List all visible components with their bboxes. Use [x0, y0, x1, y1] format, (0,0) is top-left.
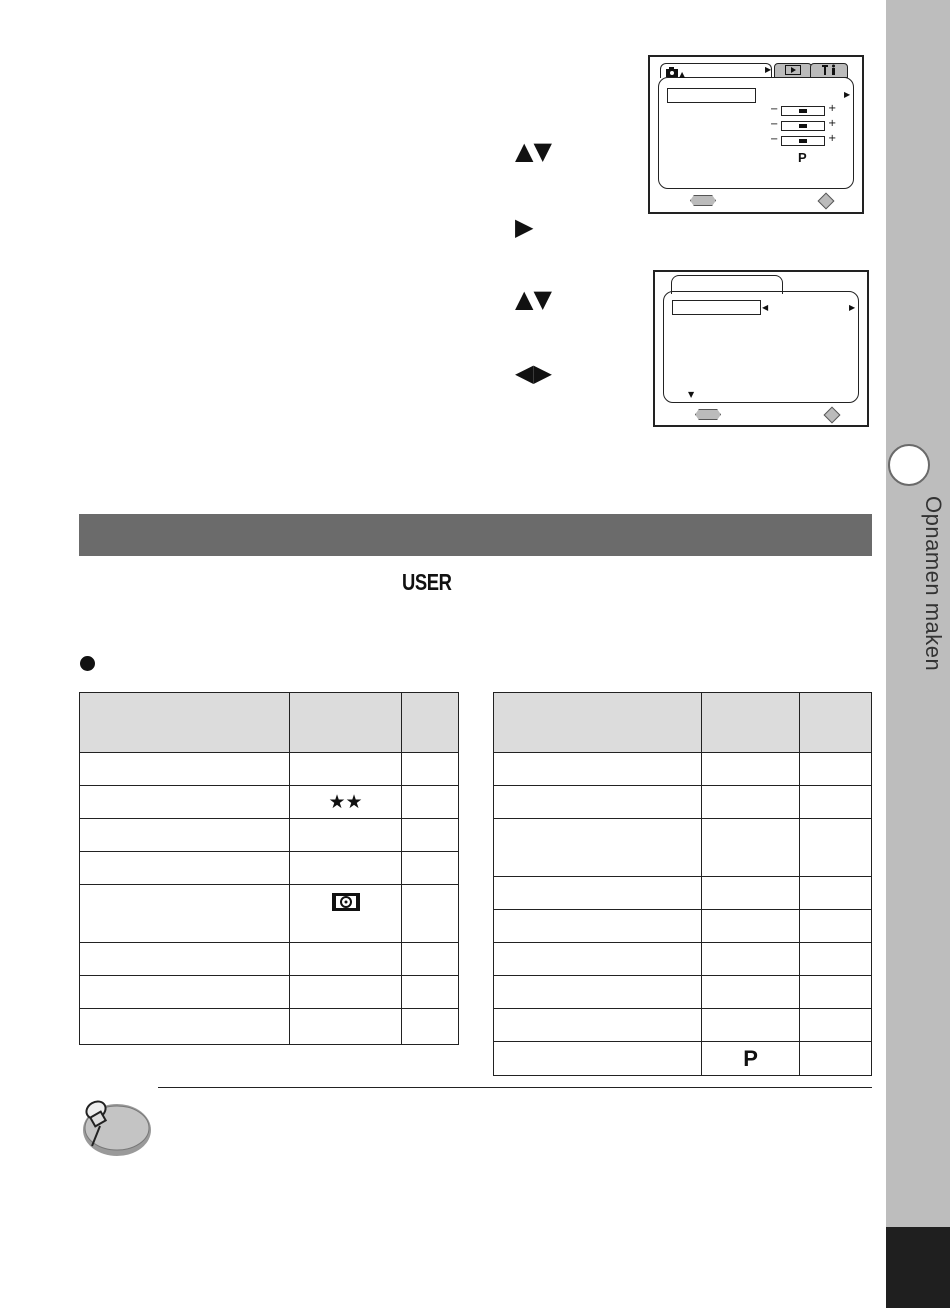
lcd-screen-submenu — [653, 270, 869, 427]
table-cell — [800, 1042, 872, 1076]
table-cell — [402, 786, 459, 819]
table-cell — [402, 852, 459, 885]
table-row — [494, 1042, 872, 1076]
table-cell — [800, 943, 872, 976]
memo-pin-icon — [74, 1090, 154, 1160]
lcd-screen-record-menu — [648, 55, 864, 214]
minus-sign: − — [770, 134, 779, 145]
table-row — [80, 943, 459, 976]
plus-sign: + — [828, 103, 837, 114]
table-cell — [800, 976, 872, 1009]
header-cell — [494, 693, 702, 753]
table-cell — [80, 943, 290, 976]
header-cell — [80, 693, 290, 753]
table-cell — [289, 976, 402, 1009]
page-number-block — [886, 1227, 950, 1308]
right-arrow-icon: ▶ — [849, 303, 856, 312]
table-row — [80, 786, 459, 819]
table-cell — [80, 786, 290, 819]
table-row — [494, 819, 872, 877]
table-row — [80, 1009, 459, 1045]
slider-bar — [781, 106, 825, 116]
table-cell — [402, 753, 459, 786]
quality-stars: ★★ — [289, 786, 402, 819]
program-mode-letter: P — [701, 1042, 800, 1076]
table-cell — [402, 943, 459, 976]
table-cell — [80, 852, 290, 885]
table-cell — [494, 1009, 702, 1042]
chapter-circle-icon — [888, 444, 930, 486]
metering-icon — [332, 893, 360, 911]
table-cell — [494, 976, 702, 1009]
user-mode-label: USER — [402, 569, 452, 595]
right-arrow-icon: ▶ — [515, 213, 534, 241]
down-arrow-icon: ▼ — [688, 390, 695, 399]
menu-button-icon — [690, 195, 716, 206]
table-cell — [80, 819, 290, 852]
table-cell — [494, 786, 702, 819]
ok-button-icon — [824, 407, 841, 424]
table-row — [494, 910, 872, 943]
table-cell — [494, 1042, 702, 1076]
table-cell — [289, 1009, 402, 1045]
table-cell — [701, 943, 800, 976]
header-cell — [289, 693, 402, 753]
right-arrow-icon: ▶ — [765, 65, 772, 74]
slider-bar — [781, 121, 825, 131]
table-cell — [80, 976, 290, 1009]
table-row — [80, 852, 459, 885]
tab-record — [660, 63, 772, 78]
menu-item-highlight — [667, 88, 756, 103]
memo-divider — [158, 1087, 872, 1088]
table-cell — [800, 1009, 872, 1042]
table-cell — [701, 753, 800, 786]
table-cell — [800, 910, 872, 943]
left-right-arrows-icon: ◀▶ — [515, 359, 552, 387]
table-row — [80, 885, 459, 943]
tab-playback — [774, 63, 812, 78]
up-arrow-icon: ▲ — [679, 70, 686, 79]
table-row — [80, 976, 459, 1009]
header-cell — [800, 693, 872, 753]
table-cell — [80, 885, 290, 943]
bullet-icon — [80, 656, 95, 671]
table-cell — [402, 976, 459, 1009]
table-cell — [402, 819, 459, 852]
table-cell — [701, 910, 800, 943]
settings-table-left — [79, 692, 459, 1045]
plus-sign: + — [828, 118, 837, 129]
table-cell — [494, 943, 702, 976]
left-arrow-icon: ◀ — [762, 303, 769, 312]
menu-button-icon — [695, 409, 721, 420]
table-row — [494, 877, 872, 910]
table-cell — [701, 1009, 800, 1042]
table-cell — [800, 753, 872, 786]
header-cell — [701, 693, 800, 753]
table-header-row — [80, 693, 459, 753]
table-cell — [289, 819, 402, 852]
tab-setup — [810, 63, 848, 78]
table-header-row — [494, 693, 872, 753]
playback-icon — [785, 65, 801, 75]
table-cell — [80, 1009, 290, 1045]
setup-icon — [821, 64, 839, 76]
header-cell — [402, 693, 459, 753]
table-cell — [494, 753, 702, 786]
table-row — [494, 943, 872, 976]
chapter-title: Opnamen maken — [921, 496, 946, 672]
camera-icon — [665, 66, 679, 77]
table-cell — [402, 885, 459, 943]
submenu-item-highlight — [672, 300, 761, 315]
table-cell — [494, 877, 702, 910]
table-cell — [80, 753, 290, 786]
table-cell — [289, 943, 402, 976]
table-cell — [494, 910, 702, 943]
table-cell — [800, 819, 872, 877]
table-row — [494, 1009, 872, 1042]
plus-sign: + — [828, 133, 837, 144]
table-cell — [289, 852, 402, 885]
table-row — [494, 976, 872, 1009]
table-cell — [800, 877, 872, 910]
table-cell — [701, 819, 800, 877]
ok-button-icon — [818, 193, 835, 210]
table-cell — [701, 786, 800, 819]
up-down-arrows-icon: ▲▼ — [515, 285, 552, 313]
table-row — [80, 753, 459, 786]
table-row — [494, 786, 872, 819]
exposure-mode-letter: P — [798, 150, 807, 165]
table-cell — [701, 976, 800, 1009]
table-cell — [289, 885, 402, 943]
up-down-arrows-icon: ▲▼ — [515, 137, 552, 165]
table-row — [80, 819, 459, 852]
minus-sign: − — [770, 104, 779, 115]
section-header-bar — [79, 514, 872, 556]
settings-table-right — [493, 692, 872, 1076]
table-cell — [494, 819, 702, 877]
table-cell — [800, 786, 872, 819]
minus-sign: − — [770, 119, 779, 130]
right-arrow-icon: ▶ — [844, 90, 851, 99]
table-row — [494, 753, 872, 786]
table-cell — [289, 753, 402, 786]
slider-bar — [781, 136, 825, 146]
table-cell — [402, 1009, 459, 1045]
table-cell — [701, 877, 800, 910]
